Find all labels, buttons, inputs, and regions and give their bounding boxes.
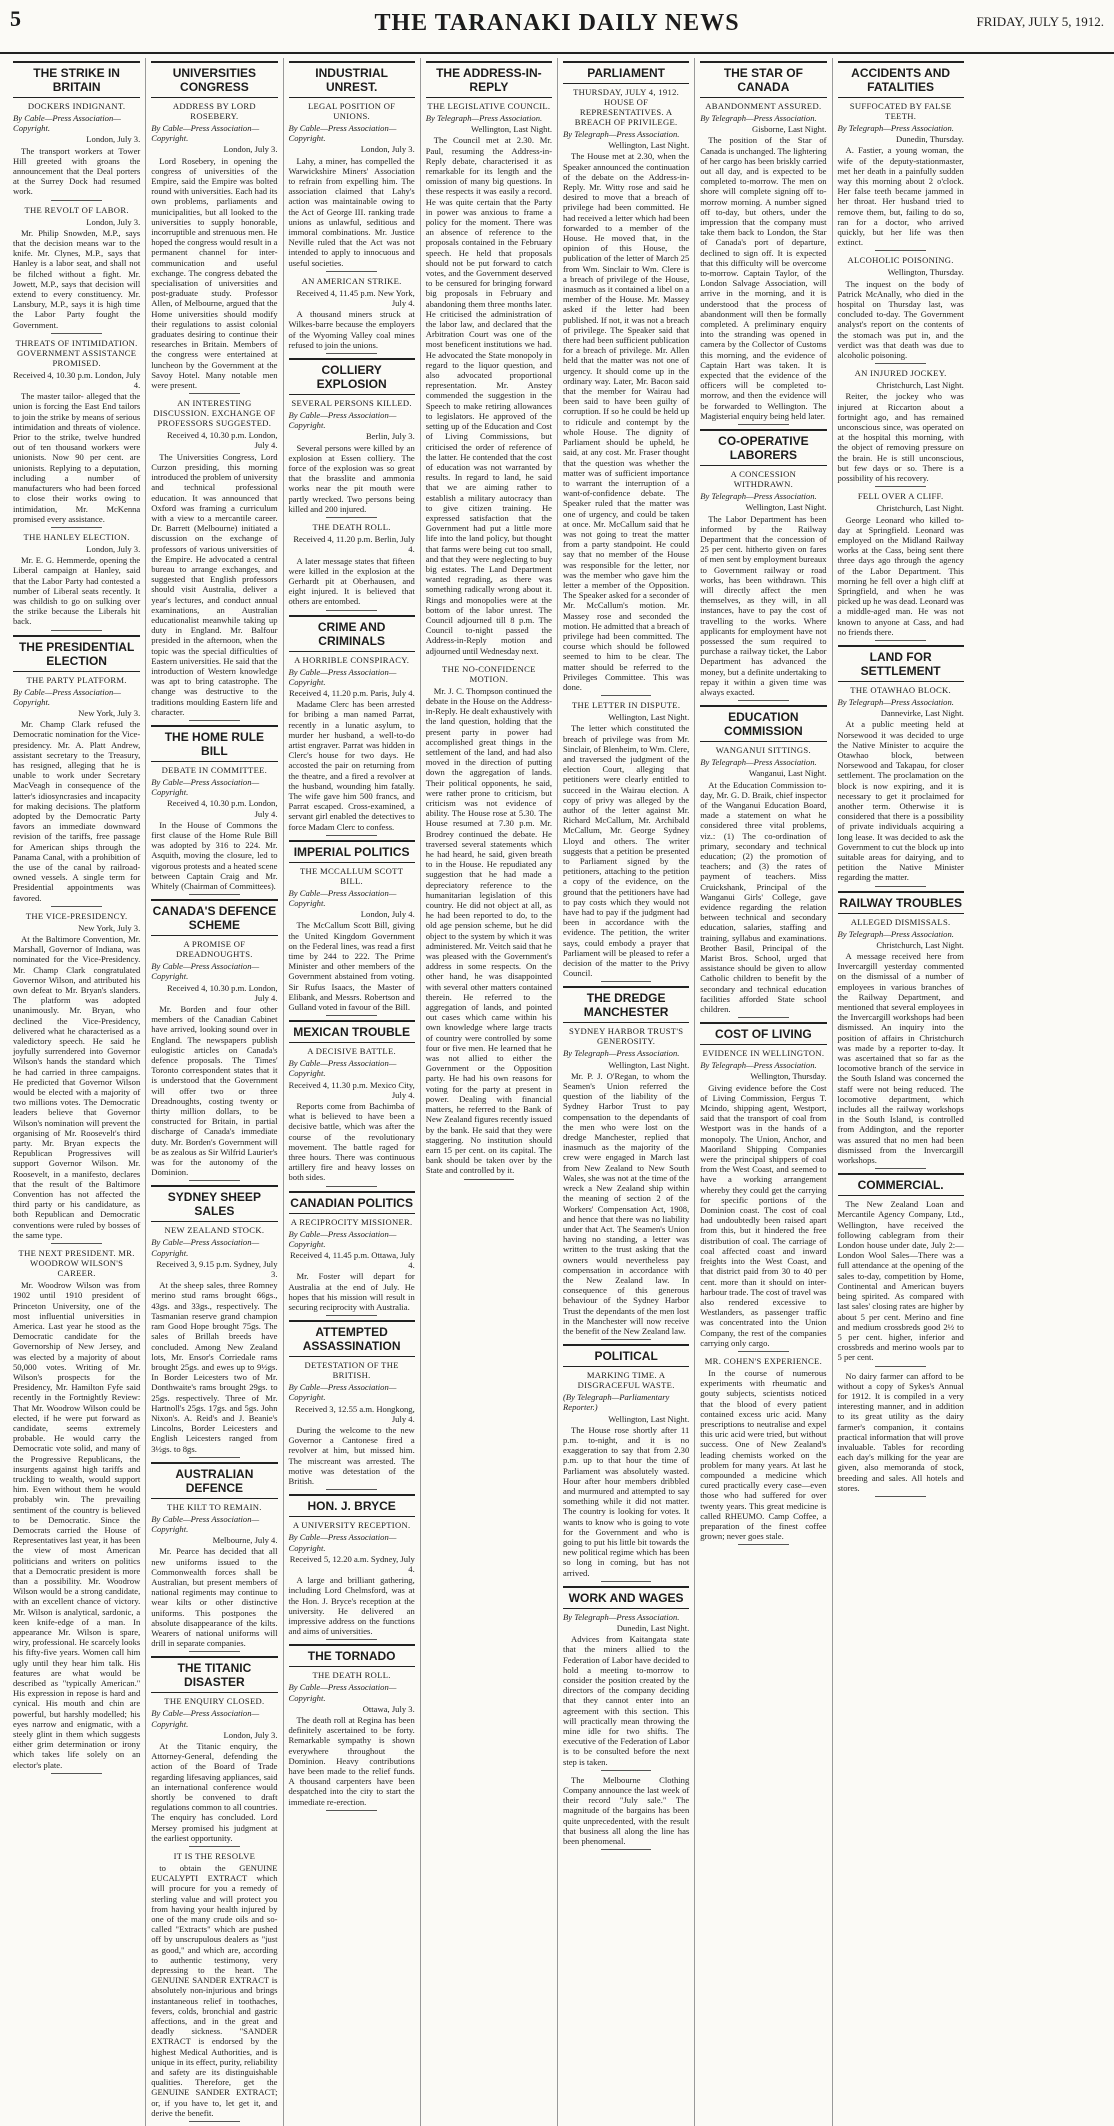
article-dateline: Wellington, Thursday.: [887, 267, 964, 278]
article: [289, 276, 415, 354]
divider: [189, 2121, 240, 2122]
article-dateline: Received 3, 9.15 p.m. Sydney, July 3.: [156, 1258, 278, 1280]
divider: [738, 1544, 789, 1545]
article-dateline: Wellington, Last Night.: [471, 124, 552, 135]
newspaper-title: THE TARANAKI DAILY NEWS: [374, 10, 740, 36]
divider: [875, 250, 926, 251]
article-byline: By Telegraph—Press Association.: [700, 757, 817, 768]
article-headline: CANADIAN POLITICS: [289, 1191, 415, 1214]
article: [13, 532, 140, 631]
article-body: In the House of Commons the first clause of the Home Rule Bill was adopted by 316 to 224. Mr. Asquith, moving the closure, led to vigorous protests and a heated scene between Captain Craig and Mr. Whitely (Chairman of Committees).: [151, 819, 278, 891]
divider: [51, 906, 102, 907]
article-dateline: Christchurch, Last Night.: [876, 380, 964, 391]
article-body: During the welcome to the new Governor a Cantonese fired a revolver at him, but missed him. The miscreant was arrested. The motive was detestation of the British.: [288, 1425, 415, 1487]
article-dateline: London, July 3.: [86, 543, 141, 554]
article: [426, 664, 552, 1180]
column-4: [420, 58, 557, 2126]
divider: [189, 1457, 240, 1458]
article-dateline: Christchurch, Last Night.: [876, 503, 964, 514]
article-subheading: THE DEATH ROLL.: [312, 1670, 391, 1681]
divider: [738, 424, 789, 425]
article: [563, 700, 689, 982]
article-dateline: Received 4, 10.30 p.m. London, July 4.: [166, 430, 278, 451]
article-dateline: London, July 3.: [86, 134, 141, 145]
column-7: [832, 58, 969, 2126]
article: [151, 725, 277, 895]
article-dateline: Dannevirke, Last Night.: [880, 708, 964, 719]
article-headline: AUSTRALIAN DEFENCE: [151, 1462, 277, 1499]
article-body: At the Education Commission to-day, Mr. G. D. Braik, chief inspector of the Wanganui Education Board, made a statement on what he considered three vital problems, viz.: (1) The co-ordination of primary, secondary and technical education; (2) the promotion of teachers; and (3) the rates of payment of teachers. Miss Cruickshank, Principal of the Wanganui Girls' College, gave evidence regarding the relation between technical and secondary education, salaries, staffing and training, syllabus and examinations. Brother Basil, Principal of the Marist Bros. School, urged that assistance should be given to allow Catholic children to benefit by the secondary and technical education facilities afforded State school children.: [700, 779, 827, 1015]
article: [13, 911, 140, 1244]
article-body: The McCallum Scott Bill, giving the United Kingdom Government on the Federal lines, was read a first time by 244 to 222. The Prime Minister and other members of the Government abstained from voting. Sir Rufus Isaacs, the Master of Elibank, and Messrs. Robertson and Gulland voted in favour of the Bill.: [288, 920, 415, 1012]
article-headline: SYDNEY SHEEP SALES: [151, 1185, 277, 1222]
article-body: At the Titanic enquiry, the Attorney-General, defending the action of the Board of Trade regarding lifesaving appliances, said an international conference would shortly be convened to draft regulations common to all countries. The enquiry has concluded. Lord Mersey promised his judgment at the earliest opportunity.: [151, 1740, 278, 1843]
article: [289, 615, 415, 836]
article-body: The House met at 2.30, when the Speaker announced the continuation of the debate on the Address-in-Reply. Mr. Witty rose and said he desired to move that a breach of privilege had been committed. He had received a letter which had been forwarded to a member of the House. He moved that, in the opinion of this House, the publication of the letter of March 25 from Wm. Sinclair to Wm. Clere is a breach of privilege of the House, inasmuch as it contained a libel on a member of the House. Mr. Massey asked if the letter had been published. If not, it was not a breach of privilege. The Speaker said that there had been sufficient publication for a breach of privilege. Mr. Allen held that the matter was not one of urgency. It should come up in the ordinary way. Later, Mr. Bacon said that the member for Wairau had been said to have been guilty of corruption. If so he could be held up to ridicule and contempt by the whole House. The dignity of Parliament should be upheld, he said, at any cost. Mr. Fraser thought that the question was whether the matter was of sufficient importance to warrant the interruption of a want-of-confidence debate. The Speaker ruled that the matter was one of urgency, and could be taken at once. Mr. McCallum said that he was not going to treat the matter from a party standpoint. He could say that no member of the House was responsible for the letter, nor was the member who gave him the letter a member of the Opposition. The Speaker asked for a seconder of Mr. McCallum's motion. Mr. Massey rose and seconded the motion. He admitted that a breach of privilege had been committed. The course which should be followed seemed to him to be clear. The matter should be referred to the Privileges Committee. This was done.: [563, 151, 690, 692]
article: [13, 1248, 140, 1774]
divider: [875, 1168, 926, 1169]
article-dateline: Gisborne, Last Night.: [752, 124, 827, 135]
article-headline: LAND FOR SETTLEMENT: [838, 645, 964, 682]
article-subheading: THURSDAY, JULY 4, 1912. HOUSE OF REPRESENTATIVES. A BREACH OF PRIVILEGE.: [573, 87, 680, 127]
article-subheading: A UNIVERSITY RECEPTION.: [292, 1520, 411, 1531]
article-subheading: SEVERAL PERSONS KILLED.: [291, 398, 412, 409]
article-dateline: London, July 3.: [86, 216, 141, 227]
article-subheading: THREATS OF INTIMIDATION. GOVERNMENT ASSISTANCE PROMISED.: [15, 337, 138, 368]
divider: [189, 1846, 240, 1847]
divider: [326, 1315, 377, 1316]
article-dateline: Christchurch, Last Night.: [876, 939, 964, 950]
article-subheading: THE NEXT PRESIDENT. MR. WOODROW WILSON'S CAREER.: [18, 1248, 135, 1279]
article-dateline: Wellington, Last Night.: [608, 1059, 690, 1070]
article: [563, 61, 689, 696]
article-dateline: Wellington, Thursday.: [750, 1071, 827, 1082]
article: [426, 61, 552, 660]
divider: [326, 835, 377, 836]
article: [289, 1020, 415, 1186]
article-body: Advices from Kaitangata state that the miners allied to the Federation of Labor have decided to hold a meeting to-morrow to consider the position created by the directors of the company deciding that they cannot enter into an agreement with this section. This will practically mean throwing the mine idle for two shifts. The executive of the Federation of Labor is to be consulted before the next step is taken.: [563, 1634, 690, 1767]
divider: [875, 1496, 926, 1497]
article-byline: By Cable—Press Association—Copyright.: [288, 1532, 397, 1553]
article: [700, 429, 826, 701]
column-3: [283, 58, 420, 2126]
divider: [189, 894, 240, 895]
article: [838, 368, 964, 487]
article-subheading: DETESTATION OF THE BRITISH.: [304, 1360, 399, 1381]
article-dateline: Received 4, 11.45 p.m. New York, July 4.: [296, 287, 415, 309]
article-body: to obtain the GENUINE EUCALYPTI EXTRACT which will procure for you a remedy of sterling value and will protect you from having your health injured by one of the many crude oils and so-called "Extracts" which are pushed off by unscrupulous dealers as "just as good," and which are, according to authentic testimony, very depressing to the heart. The GENUINE SANDER EXTRACT is absolutely non-injurious and brings instantaneous relief in toothaches, fevers, colds, bronchial and gastric affections, and in the great and deadly sickness. "SANDER EXTRACT is endorsed by the highest Medical Authorities, and is unique in its effect, purity, reliability and safety are its distinguishable qualities. Therefore, get the GENUINE SANDER EXTRACT; or, if you have to, let get it, and derive the benefit.: [151, 1863, 278, 2118]
article-subheading: AN INJURED JOCKEY.: [854, 368, 947, 379]
article: [289, 840, 415, 1016]
divider: [326, 517, 377, 518]
article: [838, 645, 964, 887]
column-2: [145, 58, 282, 2126]
article: [563, 1344, 689, 1582]
article-body: The transport workers at Tower Hill greeted with groans the announcement that the Deal porters at the Surrey Dock had resumed work.: [13, 145, 141, 197]
article-subheading: SUFFOCATED BY FALSE TEETH.: [849, 101, 952, 121]
article-headline: CRIME AND CRIMINALS: [289, 615, 415, 652]
article-byline: By Telegraph—Press Association.: [700, 491, 817, 502]
article: [13, 338, 140, 528]
divider: [189, 720, 240, 721]
masthead: [0, 0, 1114, 54]
article-headline: ACCIDENTS AND FATALITIES: [838, 61, 964, 98]
article-headline: THE PRESIDENTIAL ELECTION: [13, 635, 140, 672]
article-subheading: SYDNEY HARBOR TRUST'S GENEROSITY.: [568, 1026, 684, 1047]
divider: [326, 1639, 377, 1640]
article-headline: INDUSTRIAL UNREST.: [289, 61, 415, 98]
article-subheading: THE VICE-PRESIDENCY.: [25, 910, 128, 921]
article-byline: By Cable—Press Association—Copyright.: [288, 123, 397, 144]
article-headline: UNIVERSITIES CONGRESS: [151, 61, 277, 98]
article: [13, 61, 140, 201]
article-body: A large and brilliant gathering, including Lord Chelmsford, was at the Hon. J. Bryce's reception at the university. He delivered an impressive address on the functions and aims of universities.: [288, 1575, 415, 1637]
article-dateline: Received 4, 10.30 p.m. London, July 4.: [166, 798, 278, 819]
divider: [601, 1849, 652, 1850]
article-subheading: THE OTAWHAO BLOCK.: [850, 684, 951, 695]
article-body: Reports come from Bachimba of what is believed to have been a decisive battle, which was after the course of the revolutionary movement. The battle raged for three hours. There was continuous artillery fire and heavy losses on both sides.: [288, 1101, 415, 1183]
article-headline: MEXICAN TROUBLE: [289, 1020, 415, 1043]
article-subheading: A RECIPROCITY MISSIONER.: [290, 1216, 413, 1227]
article-byline: By Cable—Press Association—Copyright.: [13, 113, 121, 134]
article-dateline: Dunedin, Thursday.: [895, 134, 964, 145]
article: [151, 1462, 277, 1653]
article-dateline: Received 4, 10.30 p.m. London, July 4.: [166, 982, 278, 1003]
article-headline: HON. J. BRYCE: [289, 1494, 415, 1517]
article-dateline: London, July 3.: [360, 144, 415, 155]
article-subheading: THE KILT TO REMAIN.: [167, 1501, 262, 1512]
divider: [601, 695, 652, 696]
divider: [326, 1810, 377, 1811]
article: [289, 358, 415, 518]
divider: [464, 659, 515, 660]
article: [289, 61, 415, 272]
article: [838, 491, 964, 641]
article: [838, 1371, 964, 1497]
divider: [738, 1017, 789, 1018]
article: [151, 1851, 277, 2122]
article-subheading: A DECISIVE BATTLE.: [307, 1046, 396, 1057]
article-body: A. Fastier, a young woman, the wife of the deputy-stationmaster, met her death in a painfully sudden way this morning about 2 o'clock. Her false teeth became jammed in her throat. Her husband tried to remove them, but, failing to do so, ran for a doctor, who arrived quickly, but her life was then extinct.: [837, 145, 964, 248]
article-body: A later message states that fifteen were killed in the explosion at the Gerhardt pit at Oberhausen, and eight injured. It is believed that others are entombed.: [288, 555, 415, 607]
article-body: The master tailor- alleged that the union is forcing the East End tailors to join the strike by means of serious intimidation and threats of violence. Prior to the strike, twelve hundred out of ten thousand workers were unionists. Now 90 per cent. are unionists. Replying to a deputation, including a number of manufacturers who had been forced to close their works owing to intimidation, Mr. McKenna promised every assistance.: [13, 391, 141, 524]
article-byline: By Telegraph—Press Association.: [700, 1060, 817, 1071]
article-body: The House rose shortly after 11 p.m. to-night, and it is no exaggeration to say that from 2.30 p.m. up to that hour the time of Parliament was absolutely wasted. Hour after hour members dribbled and murmured and attempted to say something while it did not matter. The country is looking for votes. It wants to know who is going to vote for the Government and who is going to put his little bit towards the new political regime which has been so long in coming, but has not arrived.: [563, 1424, 690, 1578]
divider: [326, 1489, 377, 1490]
article: [838, 61, 964, 251]
article-subheading: THE PARTY PLATFORM.: [26, 674, 127, 685]
article-body: The death roll at Regina has been definitely ascertained to be forty. Remarkable sympathy is shown everywhere throughout the Dominion. Heavy contributions have been made to the relief funds. A thousand carpenters have been despatched into the city to start the immediate re-erection.: [288, 1714, 415, 1807]
article-byline: By Cable—Press Association—Copyright.: [151, 1237, 260, 1258]
article-dateline: Wellington, Last Night.: [745, 502, 827, 513]
article-subheading: A PROMISE OF DREADNOUGHTS.: [176, 939, 253, 960]
article: [289, 1320, 415, 1490]
article: [563, 1775, 689, 1850]
article-headline: THE TITANIC DISASTER: [151, 1656, 277, 1693]
article-body: Mr. Champ Clark refused the Democratic nomination for the Vice-presidency. Mr. A. Platt Andrew, assistant secretary to the Treasury, has resigned, alleging that he is unable to work under Secretary MacVeagh in consequence of the latter's idiosyncrasies and incapacity for making decisions. The platform adopted by the Democratic Party favors an immediate downward revision of the tariffs, free passage for American ships through the Panama Canal, with a prohibition of the use of the canal by railroad-owned vessels. A single term for Presidential appointments was favored.: [13, 719, 141, 903]
article: [289, 1494, 415, 1640]
article-body: Giving evidence before the Cost of Living Commission, Fergus T. Mcindo, shipping agent, Westport, said that the transport of coal from Westport was in the hands of a monopoly. The Union, Anchor, and Maoriland Shipping Companies were the principal shippers of coal from the West Coast, and seemed to have a working arrangement whereby they could get the carrying for specific portions of the Dominion coast. The cost of coal had undoubtedly been raised apart from this, but it hindered the free distribution of coal. The carriage of coal affected coast and inward freights into the West Coast, and that district paid from 30 to 40 per cent. more than it should on inter-harbour trade. The cost of travel was also rendered excessive to Westlanders, as passenger traffic was concentrated into the Union Company, the rest of the companies carrying only cargo.: [700, 1082, 827, 1348]
column-1: [8, 58, 145, 2126]
article-subheading: THE MCCALLUM SCOTT BILL.: [299, 865, 404, 886]
divider: [601, 981, 652, 982]
article: [563, 986, 689, 1340]
article-dateline: New York, July 3.: [78, 707, 141, 718]
divider: [601, 1770, 652, 1771]
article-body: The Universities Congress, Lord Curzon presiding, this morning introduced the problem of university and technical professional education. It was announced that Oxford was framing a curriculum with a view to a mercantile career. Dr. Barrett (Melbourne) initiated a discussion on the exchange of professors of various universities of the Empire. He advocated a central bureau to arrange exchanges, and suggested that English professors should visit Australia, deliver a year's lectures, and conduct annual examinations, an Australian educationalist meanwhile taking up duty in England. Mr. Balfour presided in the afternoon, when the topic was the special difficulties of Eastern universities. He said that the introduction of Western knowledge was apt to bring catastrophe. The change was destructive to the traditions moulding Eastern life and character.: [151, 451, 278, 717]
article-body: Lord Rosebery, in opening the congress of universities of the Empire, said the Empire was bolted round with universities. Each had its own problems, parliaments and municipalities, but all looked to the universities to supply honorable, incorruptible and strenuous men. He hoped the congress would result in a permanent channel for inter-communication and useful exchange. The congress debated the specialisation of universities and post-graduate study. Professor Allen, of Melbourne, argued that the Home universities should modify their regulations to assist colonial graduates desiring to continue their researches in Britain. Members of the congress were entertained at luncheon by the Government at the Savoy Hotel. Many notable men were present.: [151, 155, 278, 391]
article-byline: By Cable—Press Association—Copyright.: [288, 1058, 397, 1079]
article-body: Mr. Woodrow Wilson was from 1902 until 1910 president of Princeton University, one of the most influential universities in America. Last year he stood as the Democratic candidate for the Governorship of New Jersey, and was elected by a majority of about 50,000 votes. Writing of Mr. Wilson's prospects for the Presidency, Mr. Hamilton Fyfe said recently in the Fortnightly Review: That Mr. Woodrow Wilson could be elected, if he were put forward as candidate, seems extremely probable. He would carry the Democratic vote solid, and many of the Progressive Republicans, the insurgents against high tariffs and truckling to wealth, would support him. Even without them he would probably win. The prevailing sentiment of the country is believed to be Democratic. Since the Democrats carried the House of Representatives last year, it has been the view of most American politicians and writers on politics that a Democratic president is more than a possibility. Mr. Woodrow Wilson would be a strong candidate, with an excellent chance of victory. Mr. Wilson is analytical, sardonic, a keen knife-edge of a man. In appearance Mr. Wilson is spare, wiry, professional. He scarcely looks his fifty-five years. Women call him ugly until they hear him talk. His features are what would be described as "typically American." His expression in repose is hard and cynical. His mouth and chin are powerful, but harshly modelled; his eyes narrow and enigmatic, with a steely glint in them which suggests either grim determination or irony which takes life solely on an elector's plate.: [13, 1280, 141, 1770]
article-subheading: AN INTERESTING DISCUSSION. EXCHANGE OF PROFESSORS SUGGESTED.: [153, 398, 276, 429]
divider: [875, 886, 926, 887]
article: [13, 635, 140, 907]
article-headline: THE TORNADO: [289, 1644, 415, 1667]
article-byline: By Cable—Press Association—Copyright.: [288, 410, 397, 431]
article-body: Mr. Philip Snowden, M.P., says that the decision means war to the knife. Mr. Clynes, M.P., says that Hanley is a labor seat, and shall not be filched without a fight. Mr. Jowett, M.P., says that decision will extend to every constituency. Mr. Lansbury, M.P., says it is high time the Labor Party fought the Government.: [13, 227, 141, 330]
article-dateline: Wanganui, Last Night.: [748, 768, 827, 779]
article-subheading: DOCKERS INDIGNANT.: [27, 101, 126, 111]
article-body: Mr. Borden and four other members of the Canadian Cabinet have arrived, looking sound over in England. The newspapers publish eulogistic articles on Canada's defence proposals. The Times' Toronto correspondent states that it is understood that the Government will offer two or three Dreadnoughts, costing twenty or thirty million dollars, to be constructed for Britain, in partial discharge of Canada's immediate duty. Mr. Borden's Government will be as zealous as Sir Wilfrid Laurier's was for the autonomy of the Dominion.: [151, 1004, 278, 1178]
article-subheading: LEGAL POSITION OF UNIONS.: [307, 101, 396, 121]
divider: [51, 333, 102, 334]
article: [289, 522, 415, 610]
article-body: Several persons were killed by an explosion at Essen colliery. The force of the explosion was so great that the brasslite and ammonia works near the pit mouth were partly wrecked. Two persons being killed and 200 injured.: [288, 442, 415, 514]
divider: [51, 630, 102, 631]
article-headline: IMPERIAL POLITICS: [289, 840, 415, 863]
article-body: No dairy farmer can afford to be without a copy of Sykes's Annual for 1912. It is compiled in a very interesting manner, and in addition to its great utility as the dairy farmer's companion, it contains practical information that will prove invaluable. Tables for recording each day's milking for the year are given, also memoranda of stock, breeding and sales. All hotels and stores.: [837, 1370, 964, 1493]
article-subheading: A CONCESSION WITHDRAWN.: [730, 469, 797, 490]
article-dateline: Received 4, 11.45 p.m. Ottawa, July 4.: [290, 1250, 415, 1271]
article-byline: By Cable—Press Association—Copyright.: [151, 123, 260, 144]
article: [838, 1173, 964, 1366]
article: [289, 1644, 415, 1810]
article-body: The letter which constituted the breach of privilege was from Mr. Sinclair, of Blenheim, to Wm. Clere, and traversed the judgment of the election Court, alleging that petitioners were clearly entitled to succeed in the Wairau election. A copy of privy was alleged by the author of the letter against Mr. Richard McCallum, Mr. Archibald McCallum, Mr. George Sydney Lloyd and others. The writer suggests that a petition be presented to Parliament signed by the petitioners, attaching to the petition a copy of the evidence, on the ground that the petitioners have had to pay costs which they would not have had to pay if the judgment had been in accordance with the evidence. The petition, the writer says, could embody a prayer that Parliament will be pleased to refer a decision of the matter to the Privy Council.: [563, 723, 690, 979]
article-subheading: EVIDENCE IN WELLINGTON.: [702, 1048, 825, 1059]
article-dateline: New York, July 3.: [78, 922, 141, 933]
article-body: A thousand miners struck at Wilkes-barre because the employers of the Wyoming Valley coal mines refused to join the unions.: [288, 309, 415, 350]
article: [838, 255, 964, 364]
divider: [738, 700, 789, 701]
article-subheading: A HORRIBLE CONSPIRACY.: [294, 654, 410, 665]
article: [700, 705, 826, 1018]
article-dateline: Received 5, 12.20 a.m. Sydney, July 4.: [289, 1553, 415, 1574]
article-headline: THE DREDGE MANCHESTER: [563, 986, 689, 1023]
divider: [51, 527, 102, 528]
article-subheading: ADDRESS BY LORD ROSEBERY.: [172, 101, 256, 121]
divider: [464, 1179, 515, 1180]
article-byline: By Telegraph—Press Association.: [563, 1048, 680, 1059]
divider: [601, 1581, 652, 1582]
article: [151, 61, 277, 394]
article-dateline: Received 4, 10.30 p.m. London, July 4.: [13, 369, 141, 391]
article-byline: By Cable—Press Association—Copyright.: [151, 1708, 260, 1729]
article-subheading: THE ENQUIRY CLOSED.: [164, 1696, 265, 1707]
article-headline: CO-OPERATIVE LABORERS: [700, 429, 826, 466]
issue-date: FRIDAY, JULY 5, 1912.: [976, 14, 1104, 29]
article-headline: COLLIERY EXPLOSION: [289, 358, 415, 395]
article-dateline: Received 4, 11.20 p.m. Paris, July 4.: [289, 687, 415, 698]
article-byline: By Cable—Press Association—Copyright.: [288, 1682, 397, 1703]
article: [700, 1022, 826, 1352]
divider: [875, 640, 926, 641]
article-subheading: AN AMERICAN STRIKE.: [301, 275, 402, 286]
article-byline: By Telegraph—Press Association.: [563, 1611, 680, 1622]
article-subheading: WANGANUI SITTINGS.: [715, 745, 811, 756]
column-6: [694, 58, 831, 2126]
article-body: George Leonard who killed to-day at Springfield. Leonard was employed on the Midland Railway works at the Cass, being sent there three days ago through the agency of the Labor Department. This morning he fell over a high cliff at Springfield, and when he was picked up he was dead. Leonard was a middle-aged man. He was not known to anyone at Cass, and had no friends there.: [837, 514, 964, 637]
article-body: The Labor Department has been informed by the Railway Department that the concession of 25 per cent. hitherto given on fares of men sent by employment bureaux to Government railway or road works, has been withdrawn. This will directly affect the men themselves, as they will, in all instances, have to pay the cost of travelling to the works. Where applicants for employment have not possessed the sum required to purchase a railway ticket, the Labor Department has advanced the money, but a definite undertaking to repay it within a given time was always exacted.: [700, 513, 827, 697]
article-body: Mr. J. C. Thompson continued the debate in the House on the Address-in-Reply. He dealt exhaustively with the land question, holding that the present party in power had accomplished great things in the settlement of the land, and had also moved in the direction of putting down the aggregation of lands. Their political opponents, he said, were rather prone to criticism, but criticism was not evidence of ability. The House rose at 5.30. The House resumed at 7.30 p.m. Mr. Brodrey continued the debate. He traversed several statements which he had heard, he said, given breath to in the House. He repudiated any suggestion that he had made a depreciatory reference to the humanitarian legislation of this country. He did not object at all, as he had been reported to do, to the old age pension scheme, but he did object to the system by which it was administered. Mr. Veitch said that he was pleased with the Government's address in some respects. On the other hand, he was disappointed with several other matters contained therein. He referred to the aggregation of lands, and pointed out cases which came within his own knowledge where large tracts of country were controlled by some four or five men. He learned that he was not allied to either the Government or the Opposition party. He had his own reasons for voting for the party at present in power. Dealing with financial matters, he referred to the Bank of New Zealand figures recently issued by the bank. He said that they were staggering. No institution should earn 15 per cent. on its capital. The bank should be taken over by the State and controlled by it.: [425, 685, 552, 1176]
article-body: Mr. Pearce has decided that all new uniforms issued to the Commonwealth forces shall be Australian, but present members of national regiments may continue to wear kilts or other distinctive uniforms. This postpones the absolute disappearance of the kilts. Wearers of national uniforms will drill in separate companies.: [151, 1546, 278, 1649]
article-subheading: THE REVOLT OF LABOR.: [24, 204, 129, 215]
article: [151, 1185, 277, 1457]
divider: [326, 271, 377, 272]
article-headline: THE STAR OF CANADA: [700, 61, 826, 98]
divider: [326, 353, 377, 354]
article-byline: By Cable—Press Association—Copyright.: [151, 961, 260, 982]
article: [151, 398, 277, 721]
article-subheading: NEW ZEALAND STOCK.: [164, 1225, 265, 1236]
article-byline: By Telegraph—Press Association.: [425, 113, 543, 123]
article-dateline: Dunedin, Last Night.: [616, 1623, 690, 1633]
article-body: The New Zealand Loan and Mercantile Agency Company, Ltd., Wellington, have received the following cablegram from their London house under date, July 2:—London Wool Sales—There was a full attendance at the opening of the sales to-day, competition by Home, Continental and American buyers being spirited. As compared with last sales' closing rates are higher by about 5 per cent. Merino and fine and medium crossbreds good 2½ to 5 per cent. higher, inferior and crossbreds and merino wools par to 5 per cent.: [837, 1199, 964, 1363]
divider: [875, 363, 926, 364]
article-byline: By Telegraph—Press Association.: [700, 113, 817, 123]
article-body: At the sheep sales, three Romney merino stud rams brought 66gs., 43gs. and 33gs., respectively. The Tasmanian reserve grand champion ram Good Hope brought 75gs. The sales of Brillah breeds have concluded. Among New Zealand lots, Mr. Ensor's Corriedale rams brought 25gs. and ewes up to 9½gs. In Border Leicesters two of Mr. Donthwaite's rams brought 29gs. to 25gs. respectively. Three of Mr. Hartnoll's 25gs. 17gs. and 5gs. John Nixon's. A. Reid's and J. Beanie's Lincolns, Border Leicesters and English Leicesters ranged from 3½gs. to 8gs.: [151, 1280, 278, 1454]
article-byline: By Cable—Press Association—Copyright.: [288, 666, 397, 687]
article-body: Mr. Foster will depart for Australia at the end of July. He hopes that his mission will result in securing reciprocity with Australia.: [288, 1271, 415, 1313]
article-body: Mr. P. J. O'Regan, to whom the Seamen's Union referred the question of the liability of the Sydney Harbor Trust to pay compensation to the dependants of the men who were lost on the dredge Manchester, replied that inasmuch as the majority of the crew were engaged in March last from New Zealand to New South Wales, she was not at the time of the wreck a New Zealand ship within the meaning of section 2 of the Workers' Compensation Act, 1908, and hence that there was no liability under that Act. The Seamen's Union having no standing, a letter was written to the trust asking that the owners would nevertheless pay compensation in accordance with the New Zealand law. In consequence of this generous behaviour of the Sydney Harbor Trust the dependants of the men lost in the Manchester will now receive the benefit of the New Zealand law.: [563, 1070, 690, 1336]
article-dateline: Received 4, 11.30 p.m. Mexico City, July 4.: [288, 1079, 415, 1100]
article-byline: By Cable—Press Association—Copyright.: [13, 686, 121, 707]
article-subheading: DEBATE IN COMMITTEE.: [161, 764, 268, 775]
article-subheading: MR. COHEN'S EXPERIENCE.: [704, 1355, 823, 1366]
article-dateline: Ottawa, July 3.: [362, 1703, 415, 1714]
article-dateline: Berlin, July 3.: [366, 431, 415, 442]
article-headline: RAILWAY TROUBLES: [838, 891, 964, 914]
article-dateline: London, July 4.: [360, 909, 415, 920]
article-body: A message received here from Invercargill yesterday commented on the dismissal of a number of employees in various branches of the Railway Department, and mentioned that several employees in the Invercargill workshops had been dismissed. An inquiry into the position of affairs in Christchurch was made by a reporter to-day. It was ascertained that so far as the locomotive branch of the service in the South Island was concerned the staff were not being reduced. The locomotive department, which includes all the railway workshops in the South Island, is controlled from Addington, and the reporter was assured that no men had been dismissed from the Invercargill workshops.: [837, 951, 964, 1166]
article-subheading: FELL OVER A CLIFF.: [857, 491, 944, 502]
article-body: Madame Clerc has been arrested for bribing a man named Parrat, recently in a lunatic asylum, to murder her husband, a well-to-do artist engraver. Parrat was hidden in Clerc's house for two days. He accosted the pair on returning from the theatre, and a fired a revolver at the husband, wounding him fatally. The wife gave him 500 francs, and Parrat escaped. Cross-examined, a servant girl enabled the detectives to force Madam Clerc to confess.: [288, 699, 415, 832]
article: [151, 899, 277, 1181]
article: [13, 205, 140, 334]
article-body: The Council met at 2.30. Mr. Paul, resuming the Address-in-Reply debate, characterised it as remarkable for its length and the omission of many big questions. In these respects it was easily a record. He was quite certain that the Party in power was anxious to frame a policy for the moment. There was an absence of reference to the proposals contained in the February speech. He held that proposals should not be put forward to catch votes, and the Government deserved to be censured for bringing forward big proposals in February and abandoning them three months later. He criticised the administration of the labor law, and declared that the Arbitration Court was one of the most beneficent institutions we had. He advocated the State monopoly in regard to the liquor question, and also advocated proportional representation. Mr. Anstey commended the suggestion in the Speech to make retiring allowances to legislators. He approved of the setting up of the Education and Cost of Living Commissions, but criticised the order of reference of the latter. He contended that the cost of education was not warranted by results. In regard to land, he said that we are aiming rather to establish a military autocracy than to give citizen training. He expressed satisfaction that the Government had put a little more life into the land policy, but thought that farms were being cut too small, and that they were neglecting to buy big estates. The Land Department wanted regrading, as there was something radically wrong about it. Rings and monopolies were at the bottom of the labor unrest. The Council adjourned till 8 p.m. The Council to-night passed the Address-in-Reply motion and adjourned until Wednesday next.: [425, 135, 552, 656]
article-dateline: Wellington, Last Night.: [608, 712, 690, 723]
article-subheading: THE LEGISLATIVE COUNCIL.: [427, 101, 551, 111]
article-byline: (By Telegraph—Parliamentary Reporter.): [563, 1392, 670, 1413]
article-headline: THE HOME RULE BILL: [151, 725, 277, 762]
article-body: Lahy, a miner, has compelled the Warwickshire Miners' Association to refrain from expelling him. The association claimed that Lahy's action was maintainable owing to the Act of George III. ranking trade unions as unlawful, seditious and immoral combinations. Mr. Justice Neville ruled that the Act was not intended to apply to innocuous and useful societies.: [288, 155, 415, 268]
article: [700, 1356, 826, 1545]
article-headline: THE ADDRESS-IN-REPLY: [426, 61, 552, 98]
divider: [326, 610, 377, 611]
article-byline: By Cable—Press Association—Copyright.: [288, 1382, 397, 1403]
article-headline: POLITICAL: [563, 1344, 689, 1367]
article-subheading: ABANDONMENT ASSURED.: [705, 101, 822, 111]
article-headline: COMMERCIAL.: [838, 1173, 964, 1196]
article-headline: THE STRIKE IN BRITAIN: [13, 61, 140, 98]
article-body: The position of the Star of Canada is unchanged. The lightering of her cargo has been briskly carried out all day, and is expected to be completed to-morrow. The men on shore will complete signing off to-morrow morning. A number signed off to-day, but others, under the impression that the company must take them back to London, the Star of Canada's port of departure, declined to sign off. It is expected that this difficulty will be overcome to-morrow. Captain Taylor, of the London Salvage Association, will arrive in the morning, and it is understood that the process of abandonment will then be formally completed. A preliminary enquiry into the stranding was opened in camera by the Collector of Customs this morning, and the evidence of Captain Hart was taken. It is expected that the evidence of the officers will be completed to-morrow, and then the evidence will be forwarded to Wellington. The Magisterial enquiry being held later.: [700, 135, 827, 421]
article-body: Reiter, the jockey who was injured at Riccarton about a fortnight ago, and has remained unconscious since, was operated on at the hospital this morning, with the object of removing pressure on the brain. He is still unconscious, but few days or so. There is a possibility of his recovery.: [837, 391, 964, 484]
divider: [875, 1366, 926, 1367]
divider: [738, 1351, 789, 1352]
article-byline: By Cable—Press Association—Copyright.: [288, 887, 397, 908]
article-body: At a public meeting held at Norsewood it was decided to urge the Native Minister to acquire the Otawhao block, between Norsewood and Takapau, for closer settlement. The proclamation on the block is now expiring, and it is necessary to get it proclaimed for another term. Otherwise it is considered that there is a possibility of private individuals acquiring a long lease. It was decided to ask the Government to cut the block up into suitable areas for dairying, and to petition the Native Minister regarding the matter.: [837, 719, 964, 883]
article-body: The Melbourne Clothing Company announce the last week of their record "July sale." The magnitude of the bargains has been quite unprecedented, with the result that business all along the line has been phenomenal.: [563, 1774, 690, 1847]
divider: [189, 1180, 240, 1181]
divider: [326, 1186, 377, 1187]
article-subheading: ALCOHOLIC POISONING.: [847, 255, 954, 266]
divider: [875, 486, 926, 487]
divider: [51, 1243, 102, 1244]
article: [289, 1191, 415, 1317]
divider: [51, 1773, 102, 1774]
article-body: The inquest on the body of Patrick McAnally, who died in the hospital on Thursday last, was concluded to-day. The Government analyst's report on the contents of the stomach was put in, and the verdict was that death was due to alcoholic poisoning.: [837, 278, 964, 361]
article-byline: By Cable—Press Association—Copyright.: [151, 1513, 260, 1534]
divider: [189, 393, 240, 394]
article-headline: PARLIAMENT: [563, 61, 689, 84]
article-byline: By Cable—Press Association—Copyright.: [288, 1228, 397, 1249]
article-byline: By Telegraph—Press Association.: [837, 696, 954, 707]
article-subheading: THE DEATH ROLL.: [312, 522, 391, 533]
article-headline: EDUCATION COMMISSION: [700, 705, 826, 742]
article-headline: ATTEMPTED ASSASSINATION: [289, 1320, 415, 1357]
article-byline: By Cable—Press Association—Copyright.: [151, 776, 260, 798]
article-subheading: ALLEGED DISMISSALS.: [850, 916, 951, 927]
column-5: [557, 58, 694, 2126]
article-body: Mr. E. G. Hemmerde, opening the Liberal campaign at Hanley, said that the Labor Party had contested a number of Liberal seats recently. It was childish to go on sulking over the strike because the Liberals hit back.: [13, 555, 141, 627]
article: [700, 61, 826, 425]
article-subheading: THE HANLEY ELECTION.: [23, 531, 130, 542]
article-dateline: Wellington, Last Night.: [608, 1413, 690, 1424]
article-dateline: Received 4, 11.20 p.m. Berlin, July 4.: [293, 534, 415, 555]
article-headline: COST OF LIVING: [700, 1022, 826, 1045]
article-dateline: Wellington, Last Night.: [608, 140, 690, 151]
article-body: In the course of numerous experiments with rheumatic and gouty subjects, scientists noticed that the blood of every patient contained excess uric acid. Many prescriptions to neutralise and expel this uric acid were tried, but without success. One of New Zealand's leading chemists worked on the problem for many years. At last he compounded a medicine which cured practically every case—even those who had suffered for over twenty years. This great medicine is called RHEUMO. Camp Coffee, a preparation of the finest coffee grown; never goes stale.: [700, 1367, 827, 1542]
article-dateline: Received 3, 12.55 a.m. Hongkong, July 4.: [295, 1403, 415, 1424]
article-byline: By Telegraph—Press Association.: [563, 129, 680, 139]
article-byline: By Telegraph—Press Association.: [837, 123, 954, 133]
divider: [326, 1015, 377, 1016]
newspaper-columns: [8, 58, 1106, 2118]
article-body: At the Baltimore Convention, Mr. Marshall, Governor of Indiana, was nominated for the Vice-Presidency. Mr. Champ Clark congratulated Governor Wilson, and attributed his own defeat to Mr. Bryan's slanders. The platform was adopted unanimously. Mr. Bryan, who declined the Vice-Presidency, delivered what he characterised as a valedictory speech. He said he joyfully surrendered into Governor Wilson's hands the standard which he had carried in three campaigns. He predicted that Governor Wilson would be elected with a majority of two millions votes. The Democratic leaders believe that Governor Wilson's nomination will prevent the organising of Mr. Roosevelt's third party. Mr. Bryan expects the Republican Progressives will support Governor Wilson. Mr. Roosevelt, in a manifesto, declares that the result of the Baltimore Convention has not affected the third party or his candidature, as both Republican and Democratic conventions were ruled by bosses of the same type.: [13, 934, 141, 1240]
article-subheading: MARKING TIME. A DISGRACEFUL WASTE.: [577, 1370, 675, 1391]
divider: [601, 1339, 652, 1340]
article-headline: CANADA'S DEFENCE SCHEME: [151, 899, 277, 936]
article: [151, 1656, 277, 1847]
page-number: 5: [10, 6, 21, 31]
article-subheading: IT IS THE RESOLVE: [173, 1851, 256, 1862]
article-byline: By Telegraph—Press Association.: [837, 928, 954, 939]
article-dateline: Melbourne, July 4.: [212, 1535, 278, 1546]
divider: [189, 1651, 240, 1652]
article: [563, 1586, 689, 1771]
article-dateline: London, July 3.: [223, 1729, 278, 1740]
article-headline: WORK AND WAGES: [563, 1586, 689, 1609]
article-dateline: London, July 3.: [223, 144, 278, 155]
divider: [51, 200, 102, 201]
article: [838, 891, 964, 1170]
article-subheading: THE LETTER IN DISPUTE.: [571, 700, 681, 711]
article-subheading: THE NO-CONFIDENCE MOTION.: [442, 663, 536, 684]
